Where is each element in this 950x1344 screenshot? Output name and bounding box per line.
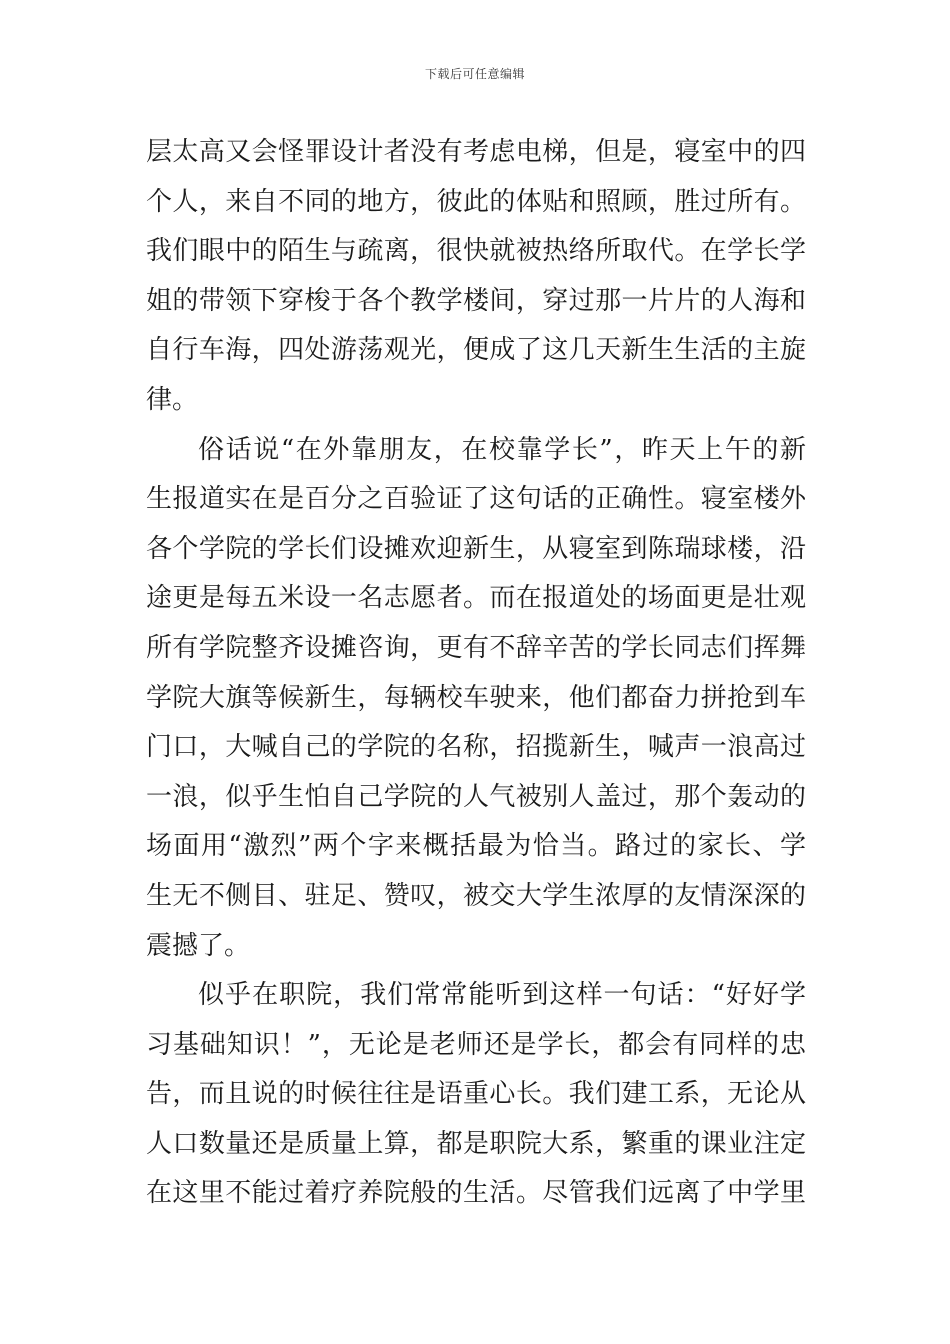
- paragraph-2: [146, 426, 806, 972]
- paragraph-3: [146, 971, 806, 1219]
- text-line: 告，而且说的时候往往是语重心长。我们建工系，无论从: [146, 1079, 806, 1110]
- text-line: 学院大旗等候新生，每辆校车驶来，他们都奋力拼抢到车: [146, 682, 806, 713]
- text-line: 一浪，似乎生怕自己学院的人气被别人盖过，那个轰动的: [146, 781, 806, 812]
- text-line: 俗话说“在外靠朋友，在校靠学长”，昨天上午的新: [198, 434, 806, 465]
- text-line: 律。: [146, 384, 199, 415]
- text-line: 在这里不能过着疗养院般的生活。尽管我们远离了中学里: [146, 1178, 806, 1209]
- paragraph-1: [146, 128, 806, 426]
- text-line: 我们眼中的陌生与疏离，很快就被热络所取代。在学长学: [146, 236, 806, 267]
- text-line: 人口数量还是质量上算，都是职院大系，繁重的课业注定: [146, 1128, 806, 1159]
- text-line: 生报道实在是百分之百验证了这句话的正确性。寝室楼外: [146, 484, 806, 515]
- text-line: 似乎在职院，我们常常能听到这样一句话：“好好学: [198, 980, 806, 1011]
- text-line: 震撼了。: [146, 930, 251, 961]
- text-line: 各个学院的学长们设摊欢迎新生，从寝室到陈瑞球楼，沿: [146, 533, 806, 564]
- text-line: 姐的带领下穿梭于各个教学楼间，穿过那一片片的人海和: [146, 285, 806, 316]
- text-line: 所有学院整齐设摊咨询，更有不辞辛苦的学长同志们挥舞: [146, 632, 806, 663]
- text-line: 生无不侧目、驻足、赞叹，被交大学生浓厚的友情深深的: [146, 880, 806, 911]
- text-line: 途更是每五米设一名志愿者。而在报道处的场面更是壮观: [146, 583, 806, 614]
- text-line: 个人，来自不同的地方，彼此的体贴和照顾，胜过所有。: [146, 186, 806, 217]
- text-line: 门口，大喊自己的学院的名称，招揽新生，喊声一浪高过: [146, 732, 806, 763]
- text-line: 自行车海，四处游荡观光，便成了这几天新生生活的主旋: [146, 335, 806, 366]
- text-line: 层太高又会怪罪设计者没有考虑电梯，但是，寝室中的四: [146, 137, 806, 167]
- text-line: 场面用“激烈”两个字来概括最为恰当。路过的家长、学: [146, 831, 806, 862]
- text-line: 习基础知识！”，无论是老师还是学长，都会有同样的忠: [146, 1029, 806, 1060]
- document-body: [146, 128, 806, 1219]
- page-header: 下载后可任意编辑: [424, 67, 525, 81]
